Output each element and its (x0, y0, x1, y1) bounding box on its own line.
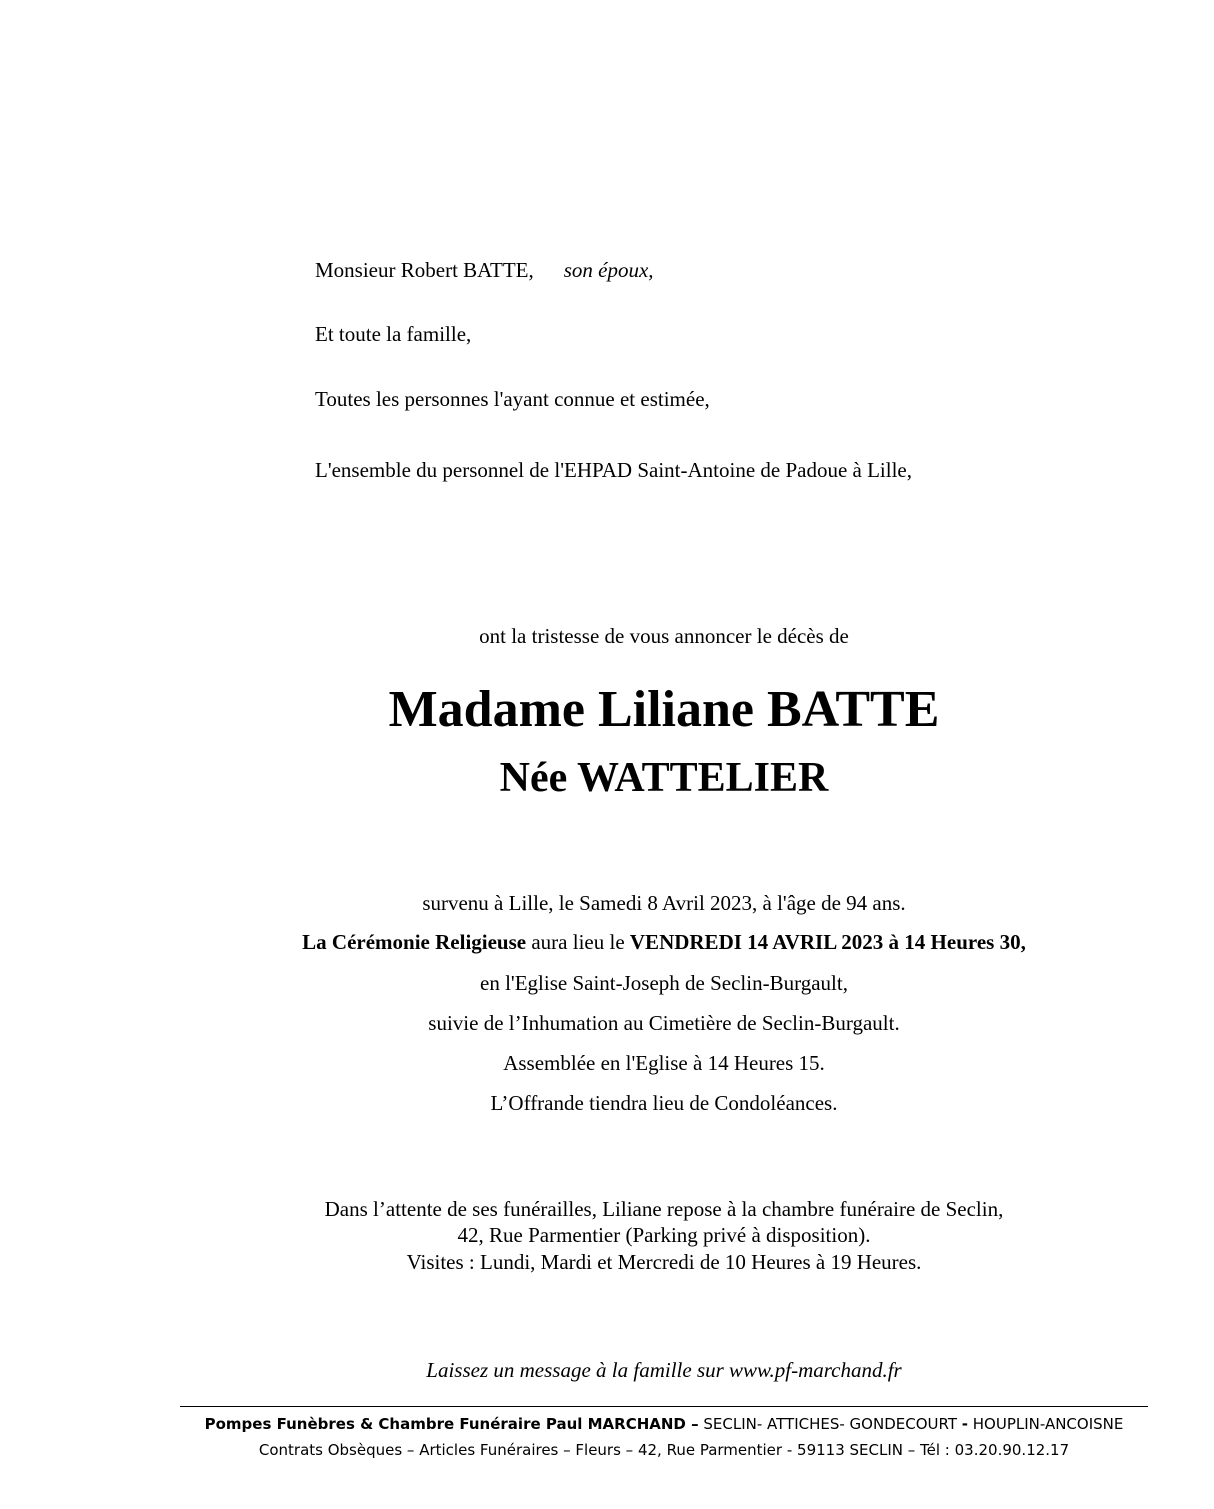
announcement-intro: ont la tristesse de vous annoncer le décès de (479, 624, 849, 648)
acquaintances-line: Toutes les personnes l'ayant connue et estimée, (315, 387, 710, 411)
spouse-name: Monsieur Robert BATTE, (315, 258, 534, 282)
footer-services-line: Contrats Obsèques – Articles Funéraires – Fleurs – 42, Rue Parmentier - 59113 SECLIN – Tél : 03.20.90.12.17 (258, 1441, 1070, 1459)
footer-dash: - (961, 1415, 968, 1433)
offering-line: L’Offrande tiendra lieu de Condoléances. (490, 1091, 838, 1115)
death-details: survenu à Lille, le Samedi 8 Avril 2023, à l'âge de 94 ans. (422, 891, 906, 915)
ceremony-connector: aura lieu le (526, 930, 630, 954)
deceased-name: Madame Liliane BATTE (388, 681, 940, 738)
assembly-line: Assemblée en l'Eglise à 14 Heures 15. (503, 1051, 825, 1075)
footer-divider (180, 1406, 1148, 1407)
maiden-name: Née WATTELIER (499, 755, 829, 801)
ceremony-line (0, 930, 1214, 955)
visitation-line-2: 42, Rue Parmentier (Parking privé à disposition). (457, 1223, 871, 1247)
footer-company-line (180, 1415, 1148, 1433)
ceremony-date: VENDREDI 14 AVRIL 2023 à 14 Heures 30, (629, 930, 1026, 954)
ceremony-label: La Cérémonie Religieuse (302, 930, 527, 954)
spouse-line (315, 258, 654, 283)
visitation-line-3: Visites : Lundi, Mardi et Mercredi de 10 Heures à 19 Heures. (406, 1250, 922, 1274)
burial-line: suivie de l’Inhumation au Cimetière de Seclin-Burgault. (428, 1011, 900, 1035)
staff-line: L'ensemble du personnel de l'EHPAD Saint-Antoine de Padoue à Lille, (315, 458, 913, 482)
message-line: Laissez un message à la famille sur www.pf-marchand.fr (426, 1358, 902, 1382)
footer-towns-a: SECLIN- ATTICHES- GONDECOURT (698, 1415, 962, 1433)
footer-company: Pompes Funèbres & Chambre Funéraire Paul MARCHAND – (204, 1415, 699, 1433)
family-line: Et toute la famille, (315, 322, 472, 346)
spouse-role: son époux, (563, 258, 654, 282)
footer-towns-b: HOUPLIN-ANCOISNE (967, 1415, 1124, 1433)
church-line: en l'Eglise Saint-Joseph de Seclin-Burgault, (480, 971, 848, 995)
visitation-line-1: Dans l’attente de ses funérailles, Liliane repose à la chambre funéraire de Seclin, (324, 1197, 1004, 1221)
